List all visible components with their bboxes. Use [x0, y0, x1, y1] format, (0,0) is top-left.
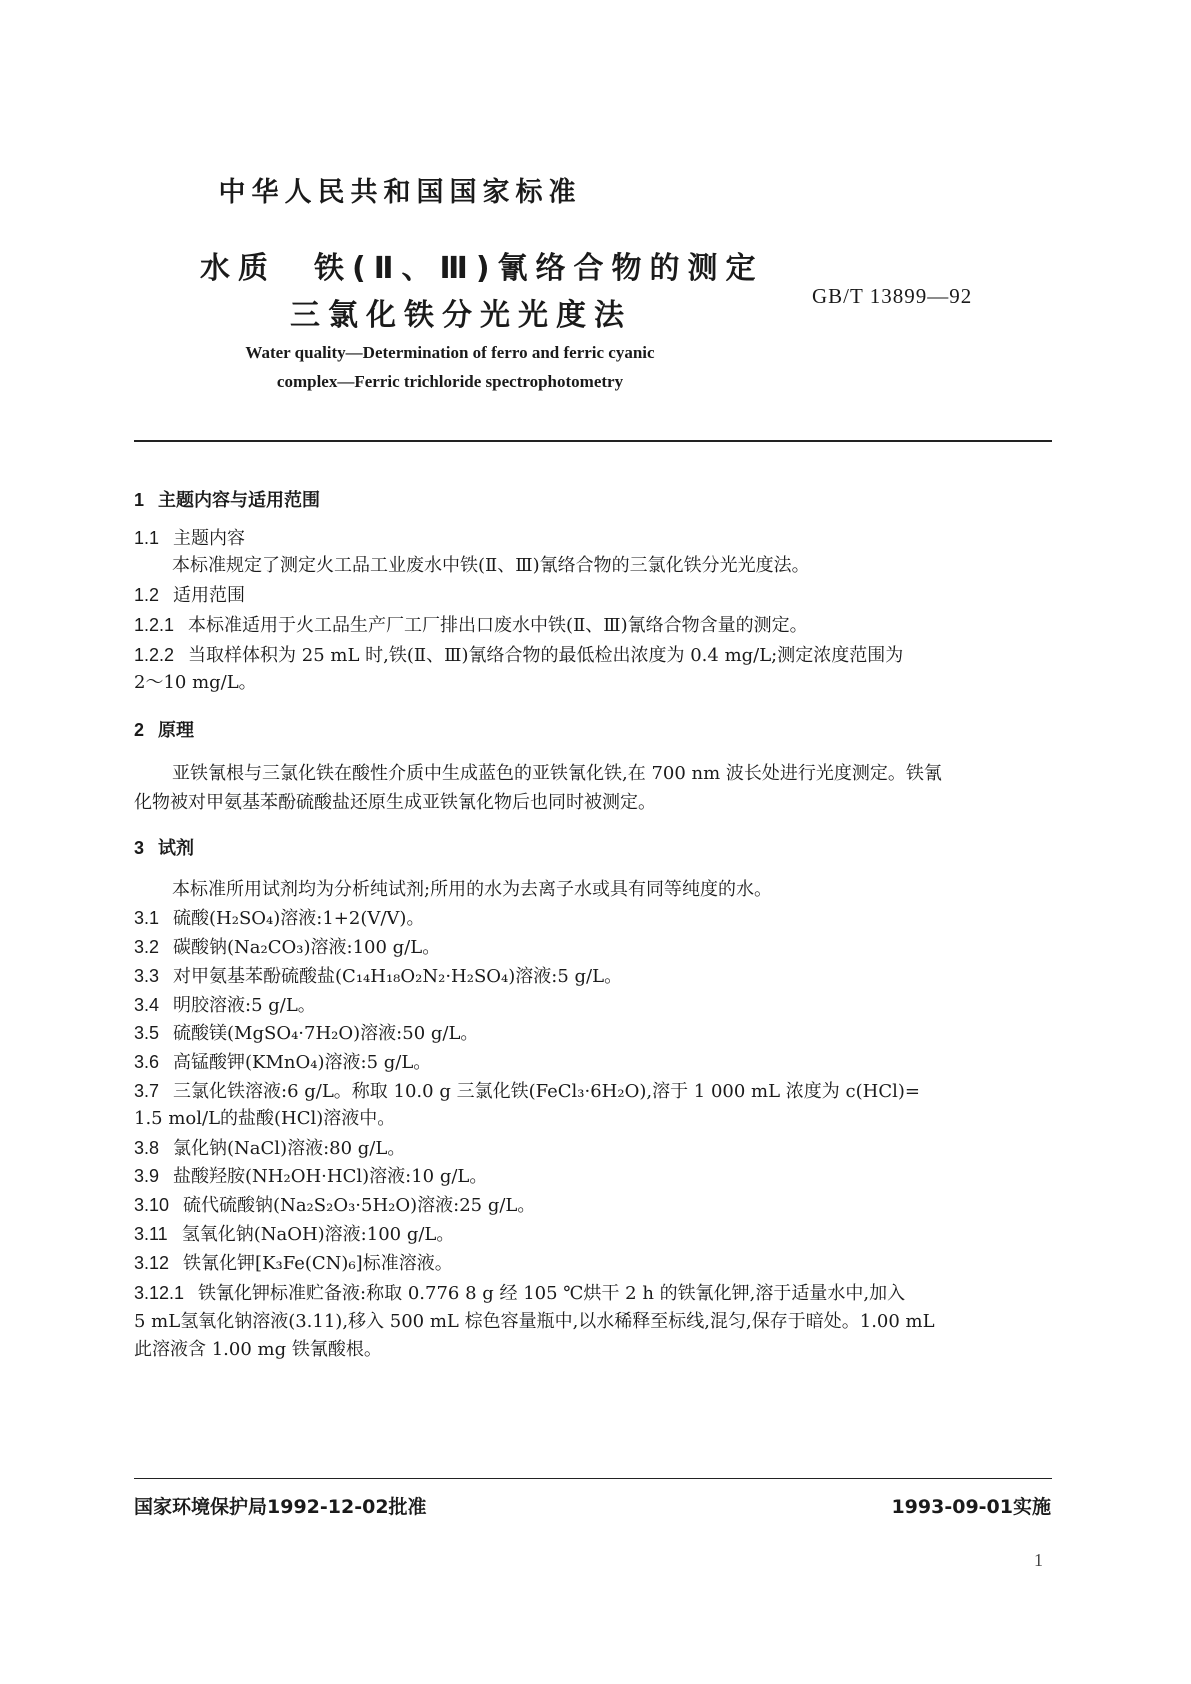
section-1-heading — [134, 486, 320, 512]
standard-number: GB/T 13899—92 — [812, 284, 973, 308]
section-1-2-heading — [134, 582, 245, 609]
reagent-item — [134, 1163, 487, 1190]
reagent-number: 3.1 — [134, 908, 160, 928]
reagent-item-cont: 1.5 mol/L的盐酸(HCl)溶液中。 — [134, 1108, 396, 1129]
clause-1-2-1 — [134, 612, 808, 639]
reagent-text: 明胶溶液:5 g/L。 — [173, 995, 316, 1016]
reagent-text: 硫代硫酸钠(Na₂S₂O₃·5H₂O)溶液:25 g/L。 — [183, 1195, 536, 1216]
title-line-1: 水质 铁(Ⅱ、Ⅲ)氰络合物的测定 — [200, 251, 764, 286]
english-title-line-2: complex—Ferric trichloride spectrophotometry — [276, 372, 624, 391]
reagent-item — [134, 1280, 905, 1307]
clause-title: 适用范围 — [173, 585, 246, 606]
reagent-item — [134, 963, 622, 990]
section-title: 主题内容与适用范围 — [158, 490, 321, 511]
reagent-number: 3.3 — [134, 966, 160, 986]
section-number: 2 — [134, 720, 145, 740]
reagent-item — [134, 1192, 535, 1219]
reagent-number: 3.5 — [134, 1023, 160, 1043]
section-number: 3 — [134, 838, 145, 858]
reagent-number: 3.12 — [134, 1253, 170, 1273]
reagent-item — [134, 1020, 478, 1047]
reagent-text: 对甲氨基苯酚硫酸盐(C₁₄H₁₈O₂N₂·H₂SO₄)溶液:5 g/L。 — [173, 966, 623, 987]
reagent-item — [134, 1221, 454, 1248]
reagent-text: 氢氧化钠(NaOH)溶液:100 g/L。 — [181, 1224, 455, 1245]
section-2-text-line-2: 化物被对甲氨基苯酚硫酸盐还原生成亚铁氰化物后也同时被测定。 — [134, 792, 656, 813]
reagent-text: 硫酸(H₂SO₄)溶液:1+2(V/V)。 — [173, 908, 425, 929]
reagent-number: 3.7 — [134, 1081, 160, 1101]
reagent-text: 氯化钠(NaCl)溶液:80 g/L。 — [173, 1138, 406, 1159]
reagent-item — [134, 905, 424, 932]
footer-divider — [134, 1478, 1052, 1479]
title-line-2: 三氯化铁分光光度法 — [290, 298, 632, 333]
reagent-number: 3.10 — [134, 1195, 170, 1215]
reagent-text: 硫酸镁(MgSO₄·7H₂O)溶液:50 g/L。 — [173, 1023, 479, 1044]
reagent-item — [134, 1135, 405, 1162]
reagent-number: 3.8 — [134, 1138, 160, 1158]
standard-category-title: 中华人民共和国国家标准 — [218, 177, 582, 208]
section-3-heading — [134, 834, 194, 860]
reagent-number: 3.11 — [134, 1224, 168, 1244]
reagent-text: 三氯化铁溶液:6 g/L。称取 10.0 g 三氯化铁(FeCl₃·6H₂O),溶于 1 000 mL 浓度为 c(HCl)= — [173, 1081, 920, 1102]
reagent-item — [134, 934, 440, 961]
reagent-item-cont: 5 mL氢氧化钠溶液(3.11),移入 500 mL 棕色容量瓶中,以水稀释至标线,混匀,保存于暗处。1.00 mL — [134, 1311, 935, 1332]
reagent-item — [134, 1049, 431, 1076]
reagent-item-cont: 此溶液含 1.00 mg 铁氰酸根。 — [134, 1339, 382, 1360]
reagent-number: 3.4 — [134, 995, 160, 1015]
clause-text: 当取样体积为 25 mL 时,铁(Ⅱ、Ⅲ)氰络合物的最低检出浓度为 0.4 mg/L;测定浓度范围为 — [188, 645, 904, 666]
clause-number: 1.2.2 — [134, 645, 175, 665]
reagent-item — [134, 1250, 453, 1277]
section-3-intro: 本标准所用试剂均为分析纯试剂;所用的水为去离子水或具有同等纯度的水。 — [172, 879, 773, 900]
clause-1-2-2-cont: 2～10 mg/L。 — [134, 672, 257, 693]
section-title: 原理 — [158, 720, 195, 741]
section-number: 1 — [134, 490, 145, 510]
section-title: 试剂 — [158, 838, 195, 859]
clause-1-2-2 — [134, 642, 903, 669]
section-1-1-text: 本标准规定了测定火工品工业废水中铁(Ⅱ、Ⅲ)氰络合物的三氯化铁分光光度法。 — [172, 555, 810, 576]
page-number: 1 — [1034, 1550, 1043, 1570]
reagent-number: 3.2 — [134, 937, 160, 957]
reagent-item — [134, 1078, 920, 1105]
header-divider — [134, 440, 1052, 442]
reagent-text: 铁氰化钾标准贮备液:称取 0.776 8 g 经 105 ℃烘干 2 h 的铁氰化钾,溶于适量水中,加入 — [198, 1283, 906, 1304]
effective-date: 1993-09-01实施 — [891, 1496, 1051, 1518]
english-title-line-1: Water quality—Determination of ferro and ferric cyanic — [245, 343, 655, 362]
reagent-text: 盐酸羟胺(NH₂OH·HCl)溶液:10 g/L。 — [173, 1166, 488, 1187]
clause-text: 本标准适用于火工品生产厂工厂排出口废水中铁(Ⅱ、Ⅲ)氰络合物含量的测定。 — [188, 615, 808, 636]
clause-number: 1.2.1 — [134, 615, 175, 635]
reagent-number: 3.6 — [134, 1052, 160, 1072]
clause-title: 主题内容 — [173, 528, 246, 549]
section-2-text-line-1: 亚铁氰根与三氯化铁在酸性介质中生成蓝色的亚铁氰化铁,在 700 nm 波长处进行光度测定。铁氰 — [172, 763, 942, 784]
reagent-text: 铁氰化钾[K₃Fe(CN)₆]标准溶液。 — [183, 1253, 453, 1274]
approval-date: 国家环境保护局1992-12-02批准 — [134, 1496, 427, 1518]
reagent-item — [134, 992, 316, 1019]
clause-number: 1.2 — [134, 585, 160, 605]
section-2-heading — [134, 716, 194, 742]
reagent-number: 3.9 — [134, 1166, 160, 1186]
reagent-text: 碳酸钠(Na₂CO₃)溶液:100 g/L。 — [173, 937, 441, 958]
section-1-1-heading — [134, 525, 245, 552]
reagent-number: 3.12.1 — [134, 1283, 185, 1303]
reagent-text: 高锰酸钾(KMnO₄)溶液:5 g/L。 — [173, 1052, 432, 1073]
clause-number: 1.1 — [134, 528, 160, 548]
